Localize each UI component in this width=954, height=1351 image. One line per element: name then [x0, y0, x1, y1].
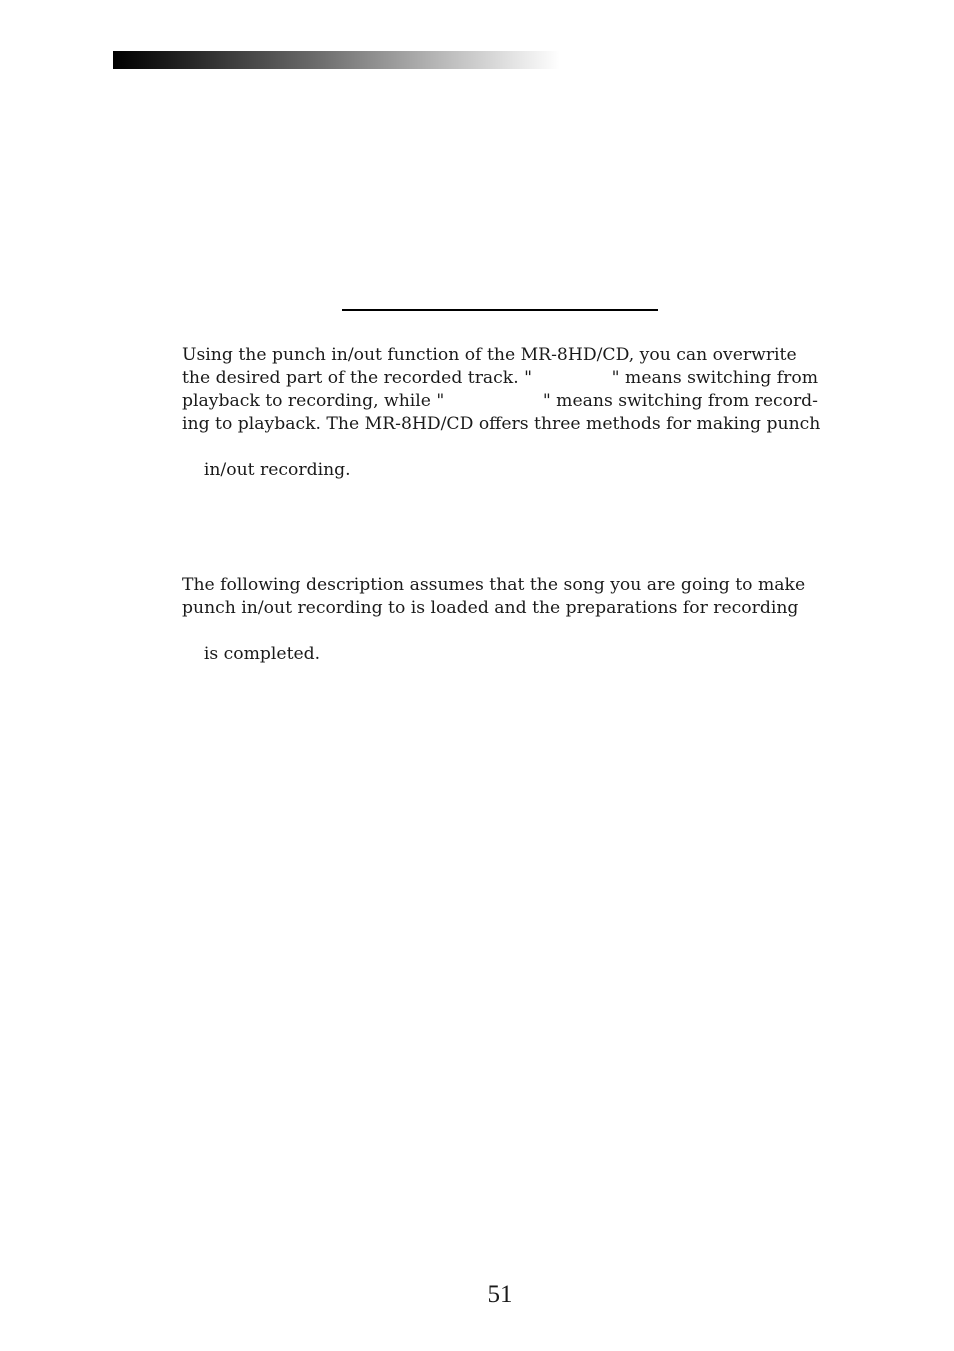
paragraph-line [182, 344, 818, 367]
paragraph-line [182, 390, 818, 413]
line-text: Using the punch in/out function of the MR-8HD/CD, you can overwrite [182, 345, 797, 365]
line-text: The following description assumes that the song you are going to make [182, 575, 806, 595]
line-text: playback to recording, while " [182, 391, 445, 411]
paragraph-line [182, 436, 818, 505]
line-text: the desired part of the recorded track. " [182, 368, 533, 388]
section-title-underline [342, 309, 658, 311]
paragraph-line [182, 574, 818, 597]
line-text: ing to playback. The MR-8HD/CD offers three methods for making punch [182, 414, 821, 434]
line-text: punch in/out recording to is loaded and the preparations for recording [182, 598, 799, 618]
description-paragraph [182, 574, 818, 689]
header-gradient-bar [113, 51, 560, 69]
line-text: is completed. [203, 644, 321, 664]
intro-paragraph [182, 344, 821, 505]
paragraph-line [182, 620, 818, 689]
paragraph-line [182, 367, 818, 390]
paragraph-line [182, 597, 818, 620]
line-text: in/out recording. [203, 460, 351, 480]
page-number: 51 [487, 1281, 513, 1308]
line-text: " means switching from [611, 368, 818, 388]
paragraph-line [182, 413, 821, 436]
line-text: " means switching from record- [542, 391, 818, 411]
